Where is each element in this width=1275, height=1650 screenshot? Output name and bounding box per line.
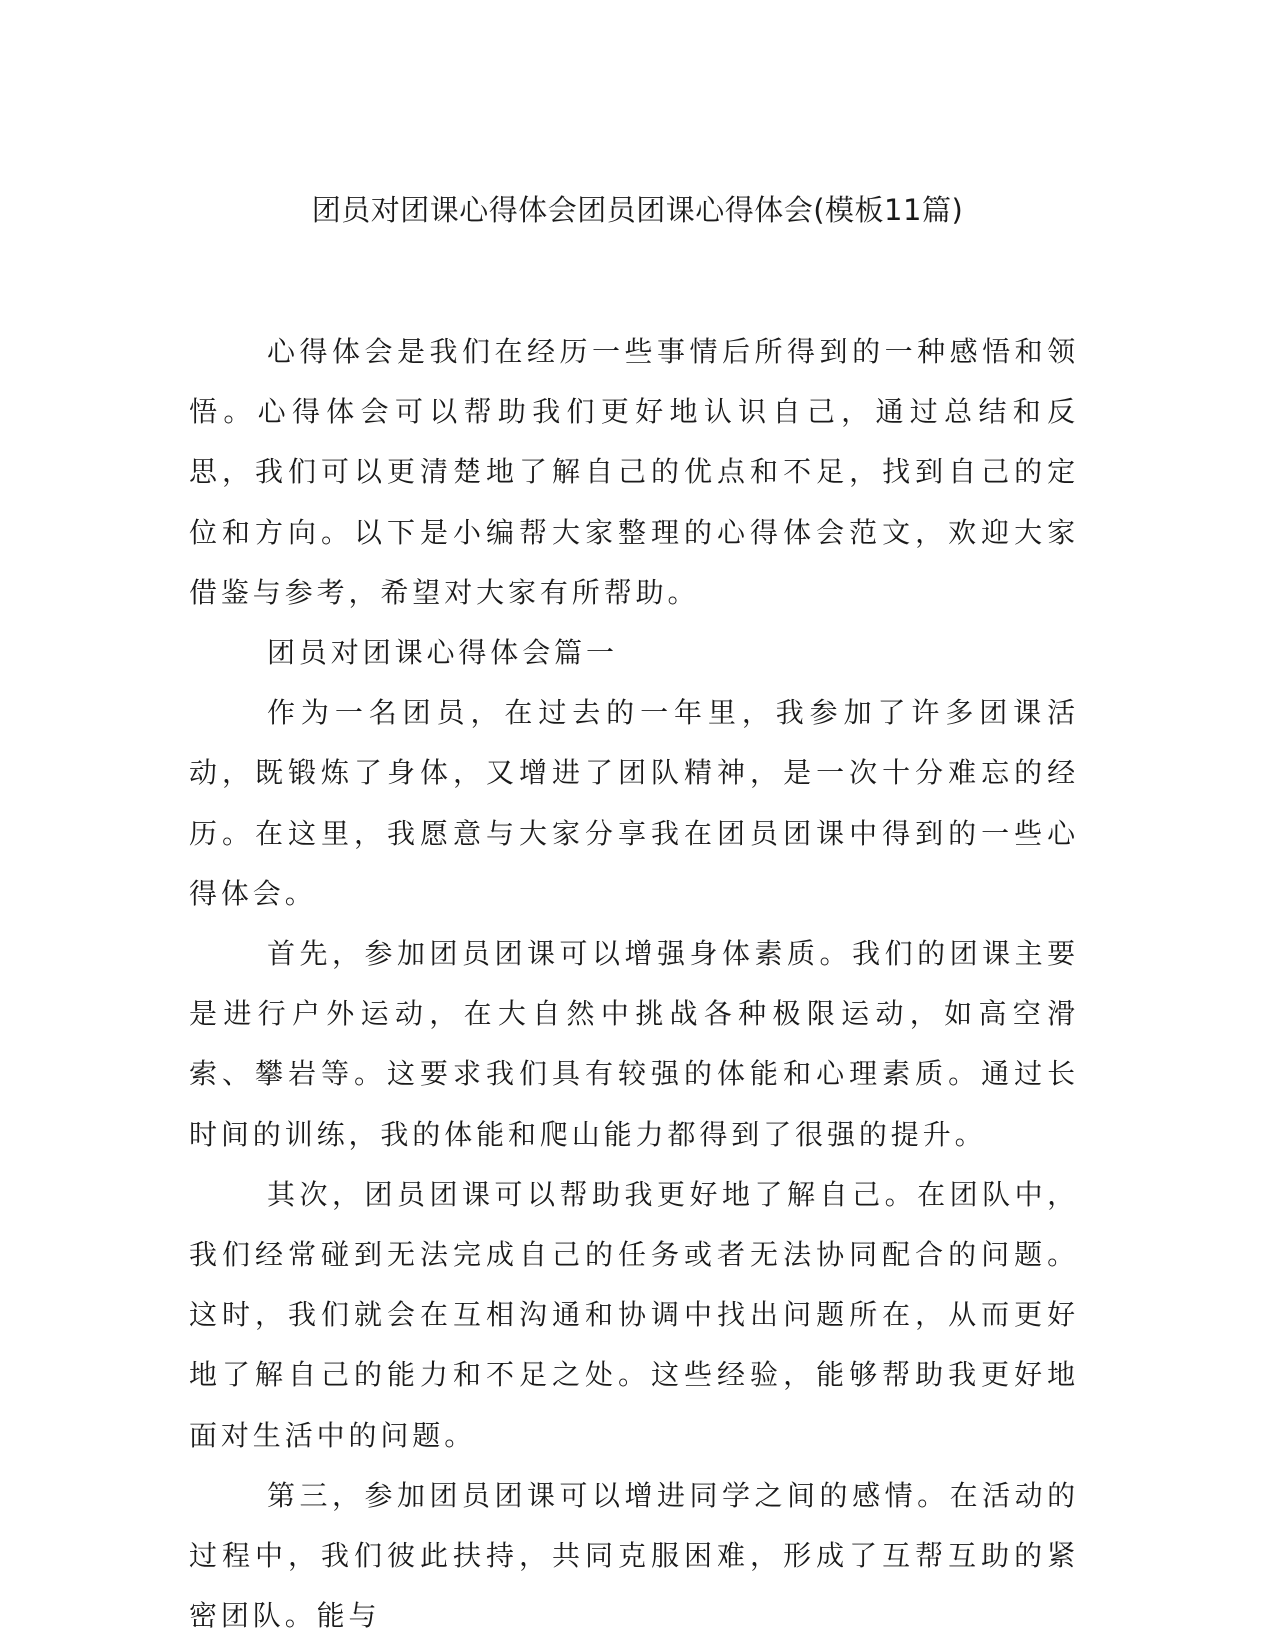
document-title: 团员对团课心得体会团员团课心得体会(模板11篇): [311, 193, 964, 227]
section-heading: 团员对团课心得体会篇一: [267, 636, 618, 670]
document-body: [189, 322, 1079, 1646]
body-paragraph: 其次，团员团课可以帮助我更好地了解自己。在团队中，我们经常碰到无法完成自己的任务或者无法协同配合的问题。这时，我们就会在互相沟通和协调中找出问题所在，从而更好地了解自己的能力和不足之处。这些经验，能够帮助我更好地面对生活中的问题。: [189, 1177, 1079, 1452]
body-paragraph: 首先，参加团员团课可以增强身体素质。我们的团课主要是进行户外运动，在大自然中挑战各种极限运动，如高空滑索、攀岩等。这要求我们具有较强的体能和心理素质。通过长时间的训练，我的体能和爬山能力都得到了很强的提升。: [189, 937, 1079, 1151]
intro-paragraph: 心得体会是我们在经历一些事情后所得到的一种感悟和领悟。心得体会可以帮助我们更好地认识自己，通过总结和反思，我们可以更清楚地了解自己的优点和不足，找到自己的定位和方向。以下是小编帮大家整理的心得体会范文，欢迎大家借鉴与参考，希望对大家有所帮助。: [189, 335, 1079, 609]
body-paragraph: 第三，参加团员团课可以增进同学之间的感情。在活动的过程中，我们彼此扶持，共同克服困难，形成了互帮互助的紧密团队。能与: [189, 1478, 1079, 1633]
body-paragraph: 作为一名团员，在过去的一年里，我参加了许多团课活动，既锻炼了身体，又增进了团队精神，是一次十分难忘的经历。在这里，我愿意与大家分享我在团员团课中得到的一些心得体会。: [189, 696, 1079, 910]
